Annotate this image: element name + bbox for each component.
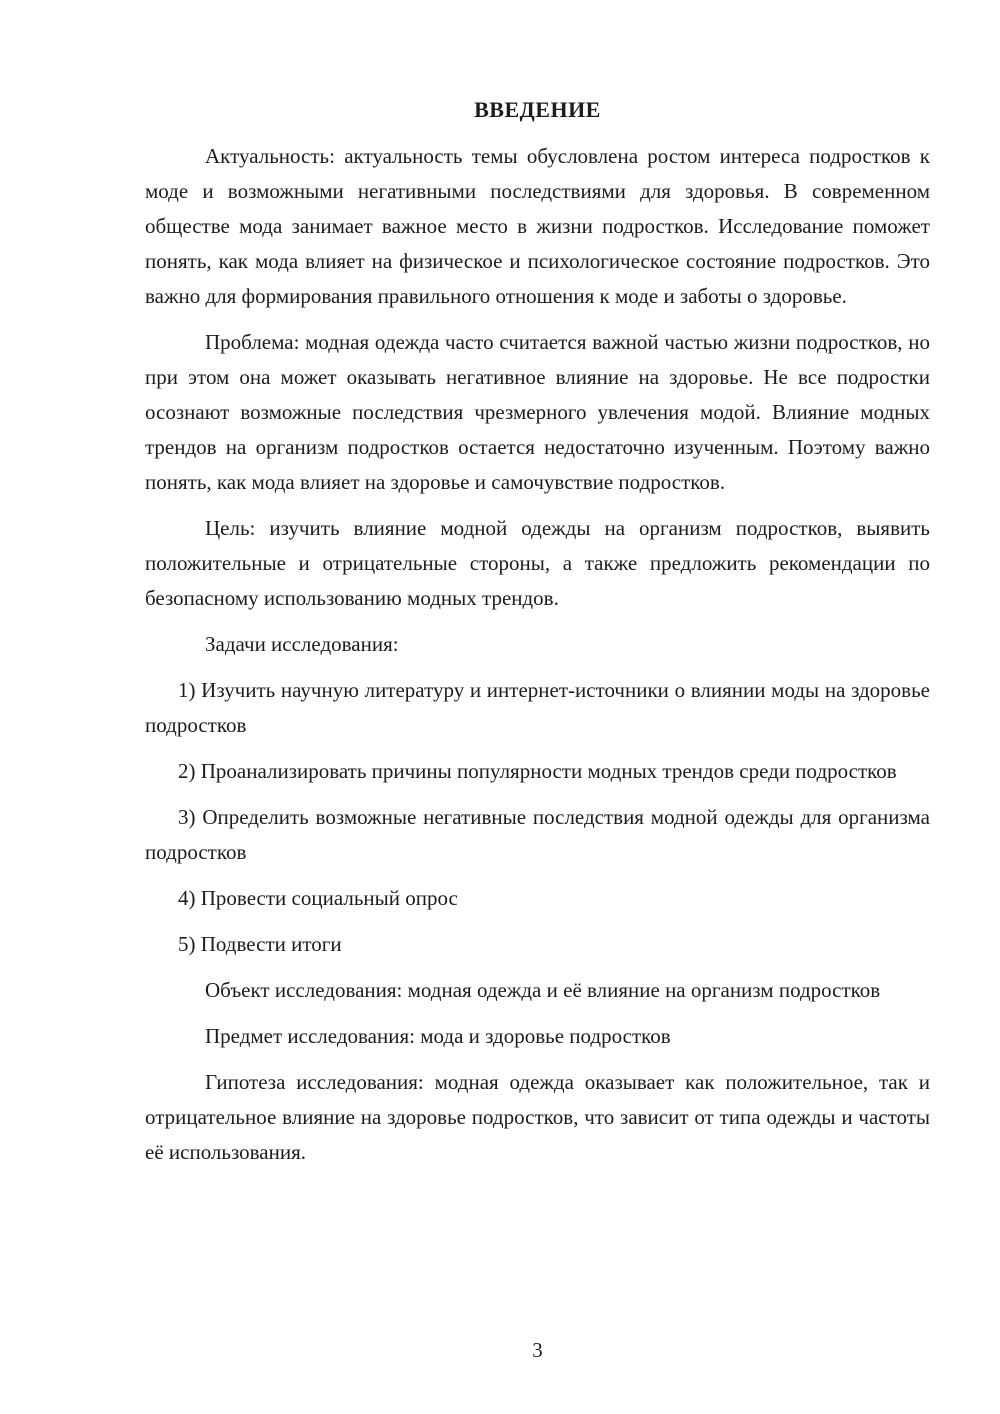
paragraph-aktualnost: Актуальность: актуальность темы обусловлена ростом интереса подростков к моде и возможными негативными последствиями для здоровья. В современном обществе мода занимает важное место в жизни подростков. Исследование поможет понять, как мода влияет на физическое и психологическое состояние подростков. Это важно для формирования правильного отношения к моде и заботы о здоровье. (145, 144, 930, 308)
list-item-4: 4) Провести социальный опрос (178, 886, 458, 910)
list-item-1: 1) Изучить научную литературу и интернет-источники о влиянии моды на здоровье подростков (145, 678, 930, 737)
paragraph-obekt: Объект исследования: модная одежда и её влияние на организм подростков (205, 978, 881, 1002)
paragraph-zadachi-heading: Задачи исследования: (205, 632, 399, 656)
list-item-3: 3) Определить возможные негативные последствия модной одежды для организма подростков (145, 805, 930, 864)
list-item-2: 2) Проанализировать причины популярности модных трендов среди подростков (178, 759, 897, 783)
paragraph-problema: Проблема: модная одежда часто считается важной частью жизни подростков, но при этом она может оказывать негативное влияние на здоровье. Не все подростки осознают возможные последствия чрезмерного увлечения модой. Влияние модных трендов на организм подростков остается недостаточно изученным. Поэтому важно понять, как мода влияет на здоровье и самочувствие подростков. (145, 330, 930, 494)
paragraph-cel: Цель: изучить влияние модной одежды на организм подростков, выявить положительные и отрицательные стороны, а также предложить рекомендации по безопасному использованию модных трендов. (145, 516, 930, 610)
page-title: ВВЕДЕНИЕ (474, 97, 601, 122)
list-item-5: 5) Подвести итоги (178, 932, 342, 956)
paragraph-predmet: Предмет исследования: мода и здоровье подростков (205, 1024, 671, 1048)
paragraph-gipoteza: Гипотеза исследования: модная одежда оказывает как положительное, так и отрицательное влияние на здоровье подростков, что зависит от типа одежды и частоты её использования. (145, 1070, 930, 1164)
page-number: 3 (532, 1338, 543, 1362)
